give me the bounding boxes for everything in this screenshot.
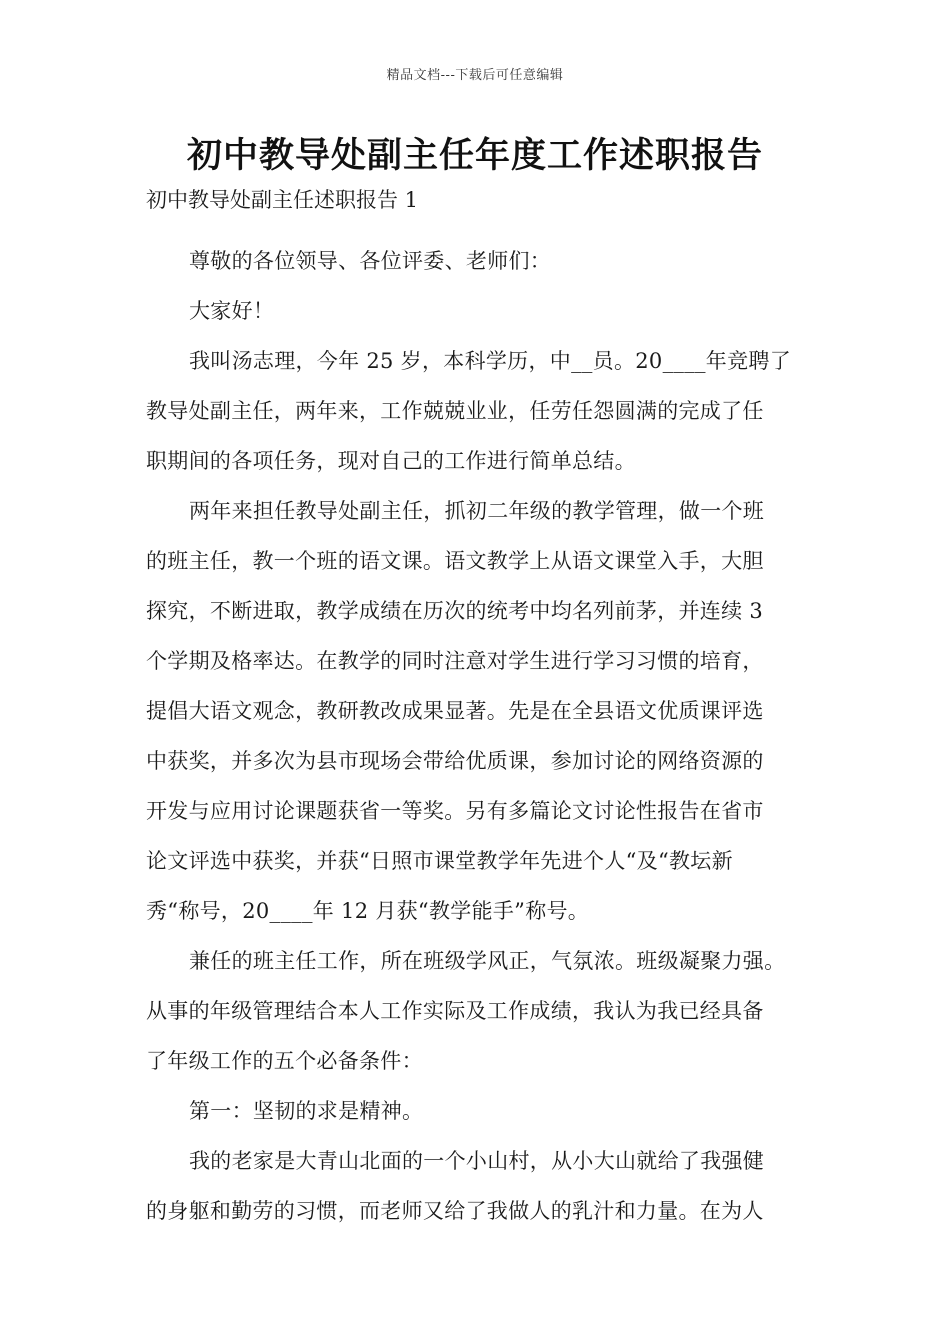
text-line: 我叫汤志理，今年 25 岁，本科学历，中__员。20____年竞聘了 xyxy=(189,349,791,373)
text-line: 我的老家是大青山北面的一个小山村，从小大山就给了我强健 xyxy=(189,1149,765,1173)
text-line: 教导处副主任，两年来，工作兢兢业业，任劳任怨圆满的完成了任 xyxy=(146,399,764,423)
text-line: 尊敬的各位领导、各位评委、老师们： xyxy=(189,249,552,273)
header-note: 精品文档---下载后可任意编辑 xyxy=(386,68,564,83)
text-line: 的班主任，教一个班的语文课。语文教学上从语文课堂入手，大胆 xyxy=(146,549,764,573)
text-line: 了年级工作的五个必备条件： xyxy=(146,1049,423,1073)
document-subtitle: 初中教导处副主任述职报告 1 xyxy=(146,188,419,212)
text-line: 中获奖，并多次为县市现场会带给优质课，参加讨论的网络资源的 xyxy=(146,749,764,773)
text-line: 个学期及格率达。在教学的同时注意对学生进行学习习惯的培育， xyxy=(146,649,764,673)
text-line: 第一：坚韧的求是精神。 xyxy=(189,1099,424,1123)
text-line: 两年来担任教导处副主任，抓初二年级的教学管理，做一个班 xyxy=(189,499,765,523)
text-line: 秀“称号，20____年 12 月获“教学能手”称号。 xyxy=(146,899,590,923)
text-line: 从事的年级管理结合本人工作实际及工作成绩，我认为我已经具备 xyxy=(146,999,764,1023)
text-line: 开发与应用讨论课题获省一等奖。另有多篇论文讨论性报告在省市 xyxy=(146,799,764,823)
document-title: 初中教导处副主任年度工作述职报告 xyxy=(186,135,763,176)
text-line: 兼任的班主任工作，所在班级学风正，气氛浓。班级凝聚力强。 xyxy=(189,949,786,973)
text-line: 的身躯和勤劳的习惯，而老师又给了我做人的乳汁和力量。在为人 xyxy=(146,1199,764,1223)
text-line: 大家好！ xyxy=(189,299,275,323)
text-line: 论文评选中获奖，并获“日照市课堂教学年先进个人“及“教坛新 xyxy=(146,849,733,873)
text-line: 提倡大语文观念，教研教改成果显著。先是在全县语文优质课评选 xyxy=(146,699,764,723)
document-body xyxy=(146,236,806,1236)
text-line: 职期间的各项任务，现对自己的工作进行简单总结。 xyxy=(146,449,636,473)
text-line: 探究，不断进取，教学成绩在历次的统考中均名列前茅，并连续 3 xyxy=(146,599,764,623)
